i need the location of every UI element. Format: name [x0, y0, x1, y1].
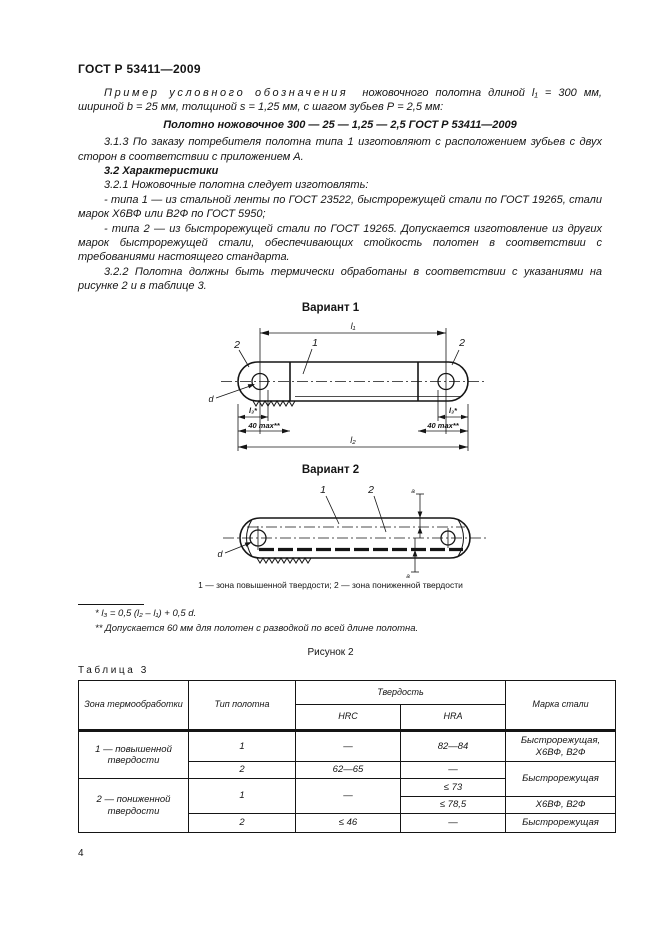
cell-type: 1 — [189, 779, 296, 814]
example-label: Пример условного обозначения — [104, 87, 349, 99]
col-hrc-header: HRC — [296, 705, 401, 731]
footnote-2: ** Допускается 60 мм для полотен с разводкой по всей длине полотна. — [95, 623, 419, 634]
section-3-2-2: 3.2.2 Полотна должны быть термически обработаны в соответствии с указаниями на рисунке 2 и в таблице 3. — [78, 265, 602, 293]
footnote-1: * l₃ = 0,5 (l₂ – l₁) + 0,5 d. — [95, 608, 197, 619]
dim-d-label: d — [217, 549, 223, 559]
dimension-40max-right — [418, 421, 468, 433]
dim-l3-right-label: l₃* — [449, 406, 457, 415]
col-hardness-header: Твердость — [296, 681, 506, 705]
variant1-title: Вариант 1 — [301, 302, 360, 314]
hole-diameter-callout — [217, 542, 252, 559]
cell-steel: Быстрорежущая — [506, 762, 616, 797]
zone1-label: 1 — [320, 484, 326, 496]
page-number: 4 — [78, 848, 84, 859]
footnote-rule — [78, 604, 144, 605]
cell-hra: — — [401, 762, 506, 779]
type-2-item: - типа 2 — из быстрорежущей стали по ГОСТ 19265. Допускается изготовление из других марок быстрорежущей стали, обеспечивающих стойкость полотен в соответствии с требованиями настоящего стандарта. — [78, 222, 602, 264]
cell-hrc: — — [296, 731, 401, 762]
designation-line: Полотно ножовочное 300 — 25 — 1,25 — 2,5 ГОСТ Р 53411—2009 — [163, 118, 517, 131]
zone2-left-label: 2 — [234, 339, 240, 351]
col-hra-header: HRA — [401, 705, 506, 731]
dim-40max-right-label: 40 max** — [427, 421, 459, 430]
body-text-block — [78, 86, 602, 294]
cell-zone-2: 2 — пониженной твердости — [79, 779, 189, 833]
cell-hra: ≤ 73 — [401, 779, 506, 797]
col-steel-header: Марка стали — [506, 681, 616, 731]
dimension-l2 — [238, 435, 468, 450]
spec-table — [78, 680, 616, 833]
dim-l1-label: l₁ — [350, 321, 356, 331]
variant2-title: Вариант 2 — [301, 464, 360, 476]
document-number: ГОСТ Р 53411—2009 — [78, 62, 201, 76]
dim-d-label: d — [208, 394, 214, 404]
variant2-drawing — [165, 480, 510, 582]
zone-depth-dimension-top — [411, 488, 424, 538]
cell-steel: Быстрорежущая, Х6ВФ, В2Ф — [506, 731, 616, 762]
type-1-item: - типа 1 — из стальной ленты по ГОСТ 23522, быстрорежущей стали по ГОСТ 19265, стали марок Х6ВФ или В2Ф по ГОСТ 5950; — [78, 193, 602, 221]
dimension-l1 — [260, 321, 446, 336]
zone-callouts — [320, 484, 386, 532]
col-zone-header: Зона термообработки — [79, 681, 189, 731]
example-text: ножовочного полотна длиной l₁ = 300 мм, шириной b = 25 мм, толщиной s = 1,25 мм, с шагом зубьев Р = 2,5 мм: — [78, 87, 602, 114]
extension-lines — [238, 328, 468, 451]
section-3-1-3: 3.1.3 По заказу потребителя полотна типа 1 изготовляют с расположением зубьев с двух сторон в соответствии с приложением А. — [78, 136, 602, 163]
cell-steel: Быстрорежущая — [506, 814, 616, 833]
cell-type: 2 — [189, 814, 296, 833]
figure-caption: 1 — зона повышенной твердости; 2 — зона пониженной твердости — [198, 580, 463, 590]
zone-depth-dimension-bottom — [406, 538, 419, 580]
table-row — [79, 731, 616, 762]
cell-hra: ≤ 78,5 — [401, 797, 506, 814]
variant1-drawing — [165, 318, 510, 463]
dim-a-bottom-label: a — [406, 573, 410, 580]
intro-paragraph — [78, 86, 602, 115]
cell-hra: 82—84 — [401, 731, 506, 762]
dim-40max-left-label: 40 max** — [248, 421, 280, 430]
section-3-2-1: 3.2.1 Ножовочные полотна следует изготовлять: — [104, 179, 369, 192]
cell-type: 1 — [189, 731, 296, 762]
zone-callouts — [233, 337, 465, 374]
table-label: Таблица 3 — [78, 665, 149, 676]
section-3-2-heading: 3.2 Характеристики — [104, 165, 219, 178]
figure-label: Рисунок 2 — [307, 647, 354, 658]
col-type-header: Тип полотна — [189, 681, 296, 731]
hole-diameter-callout — [208, 384, 255, 404]
dim-l3-left-label: l₃* — [249, 406, 257, 415]
cell-steel: Х6ВФ, В2Ф — [506, 797, 616, 814]
zone2-right-label: 2 — [459, 337, 465, 349]
cell-hrc: ≤ 46 — [296, 814, 401, 833]
cell-zone-1: 1 — повышенной твердости — [79, 731, 189, 779]
dim-a-top-label: a — [411, 488, 415, 495]
cell-hrc: — — [296, 779, 401, 814]
zone1-label: 1 — [312, 337, 318, 349]
cell-hra: — — [401, 814, 506, 833]
dim-l2-label: l₂ — [350, 435, 356, 445]
dimension-40max-left — [238, 421, 290, 433]
dimension-l3-right — [438, 406, 468, 419]
dimension-l3-left — [238, 406, 268, 419]
zone2-label: 2 — [368, 484, 374, 496]
cell-hrc: 62—65 — [296, 762, 401, 779]
cell-type: 2 — [189, 762, 296, 779]
